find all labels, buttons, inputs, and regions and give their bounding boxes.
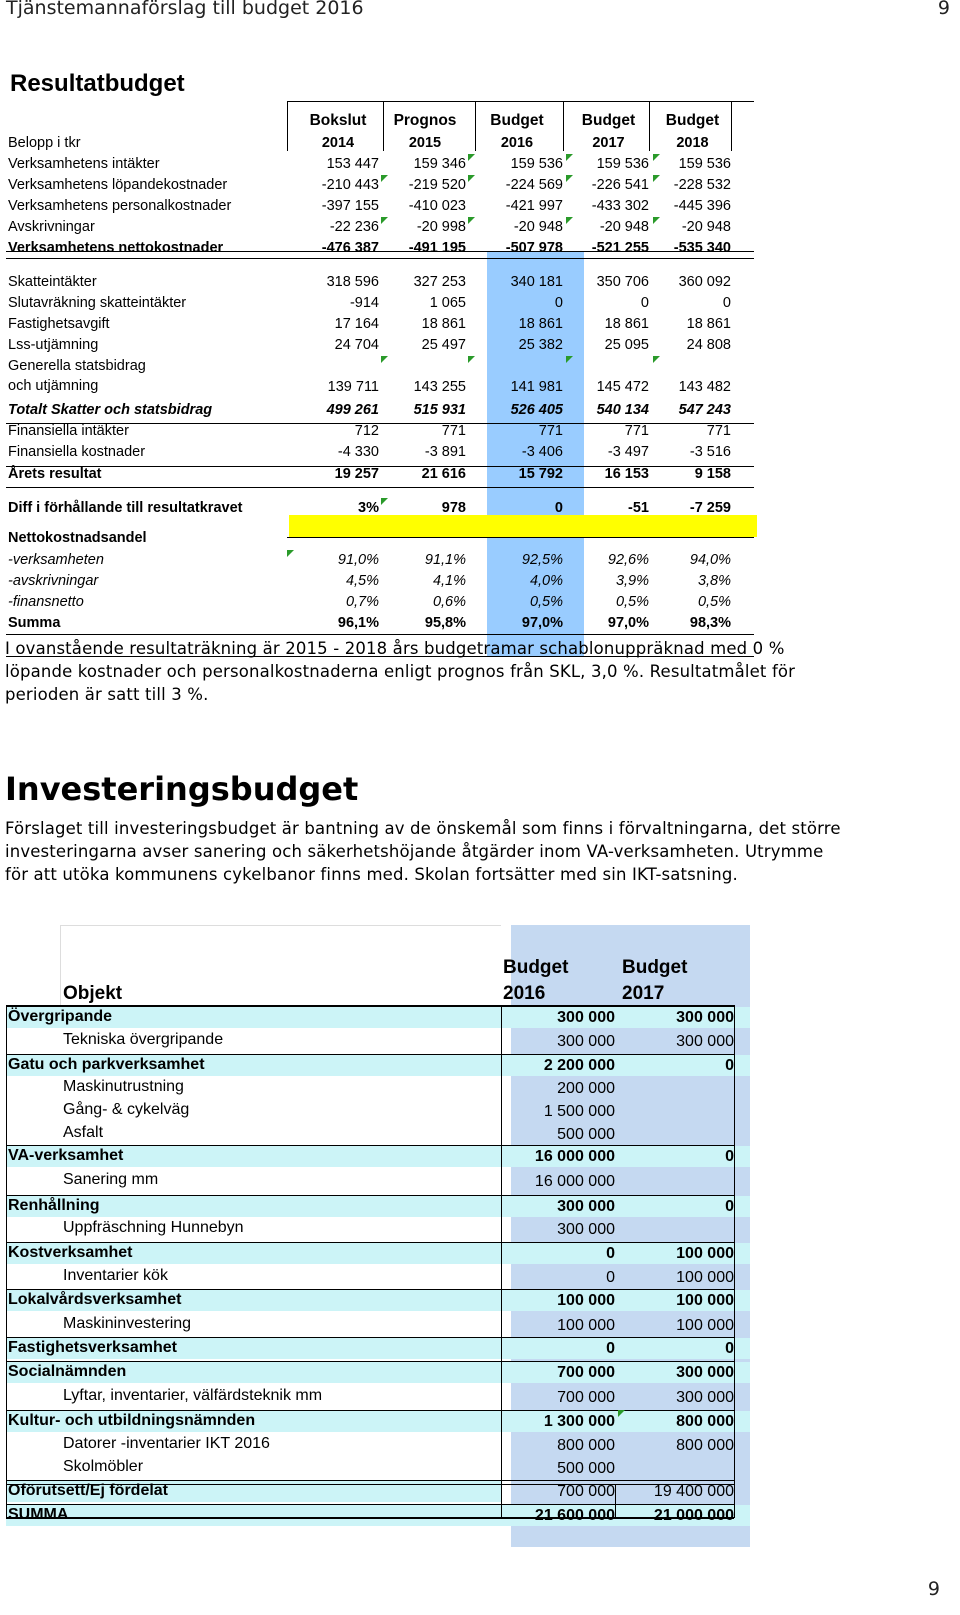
row-value: -20 948 — [513, 219, 563, 235]
row-value: -20 948 — [681, 219, 731, 235]
value-2017: 800 000 — [676, 1437, 734, 1454]
value-2016: 300 000 — [557, 1009, 615, 1026]
row-rule — [6, 1195, 734, 1196]
row-value: 0 — [554, 295, 563, 311]
row-value: 318 596 — [326, 274, 379, 290]
page-header-number: 9 — [937, 0, 950, 19]
table-rule — [6, 487, 754, 488]
value-2016: 1 500 000 — [543, 1103, 615, 1120]
column-header-year: 2017 — [592, 135, 625, 151]
row-label-continued: och utjämning — [8, 378, 99, 394]
row-label: Årets resultat — [8, 466, 102, 482]
value-2016: 21 600 000 — [534, 1507, 615, 1524]
row-value: -521 255 — [591, 240, 649, 256]
value-2016: 500 000 — [557, 1126, 615, 1143]
row-value: -507 978 — [505, 240, 563, 256]
diff-row-highlight — [289, 515, 757, 537]
row-value: 340 181 — [510, 274, 563, 290]
row-value: -914 — [349, 295, 379, 311]
row-label: Fastighetsavgift — [8, 316, 110, 332]
column-header-2016-year: 2016 — [503, 983, 546, 1004]
investeringsbudget-title: Investeringsbudget — [5, 770, 359, 808]
row-label: Slutavräkning skatteintäkter — [8, 295, 187, 311]
value-2016: 0 — [606, 1269, 615, 1286]
item-label: Sanering mm — [63, 1171, 159, 1188]
value-2016: 800 000 — [557, 1437, 615, 1454]
item-label: Uppfräschning Hunnebyn — [63, 1219, 244, 1236]
row-value: 327 253 — [413, 274, 466, 290]
row-label: Avskrivningar — [8, 219, 95, 235]
row-rule — [6, 1484, 734, 1485]
comment-marker — [468, 175, 475, 182]
paragraph-line: I ovanstående resultaträkning är 2015 - 2018 års budgetramar schablonuppräknad med 0 % — [5, 639, 785, 658]
row-value: -20 948 — [599, 219, 649, 235]
row-value: 18 861 — [604, 316, 649, 332]
row-value: 540 134 — [596, 402, 649, 418]
row-value: -228 532 — [673, 177, 731, 193]
row-value: 159 536 — [510, 156, 563, 172]
item-label: Maskinutrustning — [63, 1078, 184, 1095]
value-2017: 300 000 — [676, 1009, 734, 1026]
row-value: 21 616 — [421, 466, 466, 482]
row-rule — [6, 1005, 734, 1006]
row-value: 0,5% — [615, 594, 649, 610]
column-divider — [731, 101, 732, 151]
row-value: 0,6% — [432, 594, 466, 610]
category-label: Renhållning — [8, 1197, 100, 1214]
row-value: 24 704 — [334, 337, 379, 353]
row-value: 153 447 — [326, 156, 379, 172]
value-2017: 0 — [725, 1340, 734, 1357]
row-value: -219 520 — [408, 177, 466, 193]
comment-marker — [566, 175, 573, 182]
row-label: Verksamhetens personalkostnader — [8, 198, 232, 214]
column-header-objekt: Objekt — [63, 983, 123, 1004]
row-value: 499 261 — [326, 402, 379, 418]
row-label: Generella statsbidrag — [8, 358, 146, 374]
column-header-top: Budget — [581, 112, 636, 129]
row-value: -226 541 — [591, 177, 649, 193]
row-value: 159 346 — [413, 156, 466, 172]
row-value: -397 155 — [321, 198, 379, 214]
value-2017: 0 — [725, 1198, 734, 1215]
row-value: 771 — [706, 423, 731, 439]
comment-marker — [566, 356, 573, 363]
column-header-top: Budget — [490, 112, 544, 129]
item-label: Lyftar, inventarier, välfärdsteknik mm — [63, 1387, 323, 1404]
column-header-year: 2015 — [408, 135, 442, 151]
row-value: 4,0% — [529, 573, 563, 589]
comment-marker — [653, 154, 660, 161]
row-value: 771 — [538, 423, 563, 439]
row-label: Skatteintäkter — [8, 274, 97, 290]
column-header-year: 2016 — [500, 135, 534, 151]
item-label: Datorer -inventarier IKT 2016 — [63, 1435, 270, 1452]
row-value: 141 981 — [510, 379, 563, 395]
row-value: -3 516 — [689, 444, 731, 460]
category-row-background — [6, 1505, 750, 1526]
row-value: 526 405 — [510, 402, 563, 418]
row-value: 771 — [624, 423, 649, 439]
comment-marker — [381, 498, 388, 505]
page-header-title: Tjänstemannaförslag till budget 2016 — [6, 0, 364, 19]
row-value: 0 — [722, 295, 731, 311]
column-header-2017-top: Budget — [622, 957, 688, 978]
row-value: -3 497 — [607, 444, 649, 460]
comment-marker — [468, 154, 475, 161]
value-2017: 100 000 — [676, 1269, 734, 1286]
paragraph-line: för att utöka kommunens cykelbanor finns med. Skolan fortsätter med sin IKT-satsning. — [5, 865, 738, 884]
row-value: -433 302 — [591, 198, 649, 214]
table-rule — [6, 258, 754, 259]
investeringsbudget-table — [6, 925, 756, 1547]
comment-marker — [653, 175, 660, 182]
category-label: Gatu och parkverksamhet — [8, 1056, 205, 1073]
column-header-2016-top: Budget — [503, 957, 569, 978]
table-rule — [287, 101, 754, 102]
value-2016: 700 000 — [557, 1389, 615, 1406]
item-label: Tekniska övergripande — [63, 1031, 224, 1048]
row-value: 19 257 — [334, 466, 379, 482]
value-2016: 100 000 — [557, 1292, 615, 1309]
value-2017: 21 000 000 — [653, 1507, 734, 1524]
category-label: Lokalvårdsverksamhet — [8, 1291, 182, 1308]
column-divider — [287, 101, 288, 151]
row-label: Verksamhetens intäkter — [8, 156, 160, 172]
column-header-top: Budget — [665, 112, 720, 129]
value-2017: 100 000 — [676, 1245, 734, 1262]
value-2017: 300 000 — [676, 1364, 734, 1381]
category-label: Fastighetsverksamhet — [8, 1339, 177, 1356]
row-value: -224 569 — [505, 177, 563, 193]
row-label: Verksamhetens nettokostnader — [8, 240, 224, 256]
category-label: Socialnämnden — [8, 1363, 127, 1380]
row-value: -210 443 — [321, 177, 379, 193]
row-rule — [6, 1361, 734, 1362]
value-2016: 16 000 000 — [534, 1148, 615, 1165]
value-2017: 19 400 000 — [653, 1483, 734, 1500]
table-rule — [287, 537, 754, 538]
category-row-background — [6, 1007, 750, 1028]
row-value: -20 998 — [416, 219, 466, 235]
comment-marker — [566, 217, 573, 224]
row-label: Finansiella kostnader — [8, 444, 146, 460]
comment-marker — [468, 356, 475, 363]
value-2016: 300 000 — [557, 1221, 615, 1238]
table-right-border — [734, 1005, 735, 1518]
category-label: SUMMA — [8, 1506, 69, 1523]
row-value: 159 536 — [596, 156, 649, 172]
row-value: 97,0% — [607, 615, 649, 631]
comment-marker — [468, 217, 475, 224]
row-value: 0 — [554, 500, 563, 516]
comment-marker — [381, 356, 388, 363]
row-value: 25 382 — [518, 337, 563, 353]
value-2016: 100 000 — [557, 1317, 615, 1334]
category-label: Kultur- och utbildningsnämnden — [8, 1412, 256, 1429]
comment-marker — [566, 154, 573, 161]
row-rule — [6, 1289, 734, 1290]
row-value: 0,7% — [345, 594, 379, 610]
row-value: -476 387 — [321, 240, 379, 256]
item-label: Skolmöbler — [63, 1458, 144, 1475]
column-header-year: 2014 — [321, 135, 355, 151]
row-value: 17 164 — [334, 316, 379, 332]
value-2016: 2 200 000 — [543, 1057, 615, 1074]
category-row-background — [6, 1196, 750, 1217]
row-value: 92,5% — [521, 552, 563, 568]
value-2016: 300 000 — [557, 1198, 615, 1215]
comment-marker — [653, 356, 660, 363]
row-value: -22 236 — [329, 219, 379, 235]
comment-marker — [653, 217, 660, 224]
row-value: 92,6% — [607, 552, 649, 568]
row-value: 0,5% — [529, 594, 563, 610]
row-value: -445 396 — [673, 198, 731, 214]
table-rule — [6, 423, 754, 424]
row-value: 0 — [640, 295, 649, 311]
column-header-top: Prognos — [393, 112, 457, 129]
row-value: 91,1% — [424, 552, 466, 568]
row-value: -3 406 — [521, 444, 563, 460]
row-value: -3 891 — [424, 444, 466, 460]
row-value: 95,8% — [424, 615, 466, 631]
row-value: 547 243 — [678, 402, 731, 418]
row-value: 712 — [354, 423, 379, 439]
row-rule — [6, 1504, 734, 1505]
row-label: Nettokostnadsandel — [8, 530, 147, 546]
value-2017: 0 — [725, 1057, 734, 1074]
row-rule — [6, 1006, 734, 1007]
row-rule — [6, 1517, 734, 1519]
row-label: Diff i förhållande till resultatkravet — [8, 500, 243, 516]
column-header-year: 2018 — [676, 135, 709, 151]
category-label: Övergripande — [8, 1008, 113, 1025]
table-rule — [6, 466, 754, 467]
row-rule — [6, 1242, 734, 1243]
row-rule — [6, 1337, 734, 1338]
item-label: Gång- & cykelväg — [63, 1101, 190, 1118]
resultatbudget-table — [6, 101, 754, 657]
row-label: -avskrivningar — [8, 573, 99, 589]
table-rule — [6, 251, 754, 252]
row-value: 771 — [441, 423, 466, 439]
item-label: Inventarier kök — [63, 1267, 168, 1284]
page-footer-number: 9 — [927, 1578, 940, 1600]
value-2017: 300 000 — [676, 1389, 734, 1406]
column-header-top: Bokslut — [309, 112, 367, 129]
row-value: 1 065 — [429, 295, 466, 311]
row-value: 143 255 — [413, 379, 466, 395]
row-value: -535 340 — [673, 240, 731, 256]
table-rule — [6, 634, 754, 635]
row-value: 16 153 — [604, 466, 649, 482]
value-2017: 100 000 — [676, 1292, 734, 1309]
row-rule — [6, 1480, 734, 1481]
item-label: Maskininvestering — [63, 1315, 192, 1332]
value-2017: 0 — [725, 1148, 734, 1165]
row-value: 25 497 — [421, 337, 466, 353]
row-value: 145 472 — [596, 379, 649, 395]
row-value: 139 711 — [327, 379, 379, 395]
value-2016: 16 000 000 — [534, 1173, 615, 1190]
row-label: -verksamheten — [8, 552, 104, 568]
row-value: 94,0% — [689, 552, 731, 568]
value-2017: 300 000 — [676, 1033, 734, 1050]
row-value: 18 861 — [421, 316, 466, 332]
table-left-border — [6, 1005, 7, 1518]
value-2016: 200 000 — [557, 1080, 615, 1097]
value-2016: 300 000 — [557, 1033, 615, 1050]
row-value: 9 158 — [694, 466, 731, 482]
row-value: -410 023 — [408, 198, 466, 214]
value-2017: 800 000 — [676, 1413, 734, 1430]
row-value: 159 536 — [678, 156, 731, 172]
row-value: 3,9% — [615, 573, 649, 589]
col-2016-right-border — [615, 1484, 616, 1518]
comment-marker — [618, 1410, 625, 1417]
row-value: 15 792 — [518, 466, 563, 482]
col-2016-left-border — [501, 1005, 502, 1518]
row-value: 18 861 — [518, 316, 563, 332]
comment-marker — [381, 175, 388, 182]
column-divider — [383, 101, 384, 151]
row-label: Summa — [8, 615, 61, 631]
row-value: 91,0% — [337, 552, 379, 568]
row-rule — [6, 1054, 734, 1055]
row-label: -finansnetto — [8, 594, 84, 610]
grid-line — [60, 925, 501, 926]
category-label: Kostverksamhet — [8, 1244, 133, 1261]
row-label: Totalt Skatter och statsbidrag — [8, 402, 213, 418]
value-2016: 700 000 — [557, 1483, 615, 1500]
column-divider — [649, 101, 650, 151]
column-divider — [475, 101, 476, 151]
row-value: -4 330 — [337, 444, 379, 460]
row-label: Lss-utjämning — [8, 337, 99, 353]
value-2016: 0 — [606, 1340, 615, 1357]
row-value: -491 195 — [408, 240, 466, 256]
value-2016: 500 000 — [557, 1460, 615, 1477]
value-2016: 700 000 — [557, 1364, 615, 1381]
row-value: 4,5% — [345, 573, 379, 589]
row-value: 360 092 — [678, 274, 731, 290]
row-rule — [6, 1145, 734, 1146]
paragraph-line: investeringarna avser sanering och säkerhetshöjande åtgärder inom VA-verksamheten. Utrymme — [5, 842, 824, 861]
paragraph-line: Förslaget till investeringsbudget är bantning av de önskemål som finns i förvaltningarna, det större — [5, 819, 841, 838]
paragraph-line: löpande kostnader och personalkostnaderna enligt prognos från SKL, 3,0 %. Resultatmålet för — [5, 662, 796, 681]
column-header-2017-year: 2017 — [622, 983, 665, 1004]
item-label: Asfalt — [63, 1124, 104, 1141]
row-value: -421 997 — [505, 198, 563, 214]
column-divider — [563, 101, 564, 151]
row-value: 3,8% — [697, 573, 731, 589]
row-value: 143 482 — [678, 379, 731, 395]
row-value: 96,1% — [337, 615, 379, 631]
comment-marker — [287, 550, 294, 557]
row-value: 25 095 — [604, 337, 649, 353]
grid-line — [60, 925, 61, 1005]
row-label: Finansiella intäkter — [8, 423, 129, 439]
row-value: 978 — [441, 500, 466, 516]
row-value: 98,3% — [689, 615, 731, 631]
row-value: 4,1% — [432, 573, 466, 589]
row-value: 24 808 — [686, 337, 731, 353]
value-2016: 1 300 000 — [543, 1413, 615, 1430]
row-value: 3% — [358, 500, 379, 516]
resultatbudget-title: Resultatbudget — [10, 70, 185, 97]
row-value: 0,5% — [697, 594, 731, 610]
paragraph-line: perioden är satt till 3 %. — [5, 685, 209, 704]
belopp-label: Belopp i tkr — [8, 135, 81, 151]
comment-marker — [381, 217, 388, 224]
row-value: -7 259 — [689, 500, 731, 516]
category-label: Oförutsett/Ej fördelat — [8, 1482, 169, 1499]
row-value: -51 — [628, 500, 649, 516]
row-value: 515 931 — [413, 402, 466, 418]
category-label: VA-verksamhet — [8, 1147, 124, 1164]
row-label: Verksamhetens löpandekostnader — [8, 177, 228, 193]
row-value: 350 706 — [596, 274, 649, 290]
value-2016: 0 — [606, 1245, 615, 1262]
row-value: 97,0% — [521, 615, 563, 631]
row-value: 18 861 — [686, 316, 731, 332]
value-2017: 100 000 — [676, 1317, 734, 1334]
